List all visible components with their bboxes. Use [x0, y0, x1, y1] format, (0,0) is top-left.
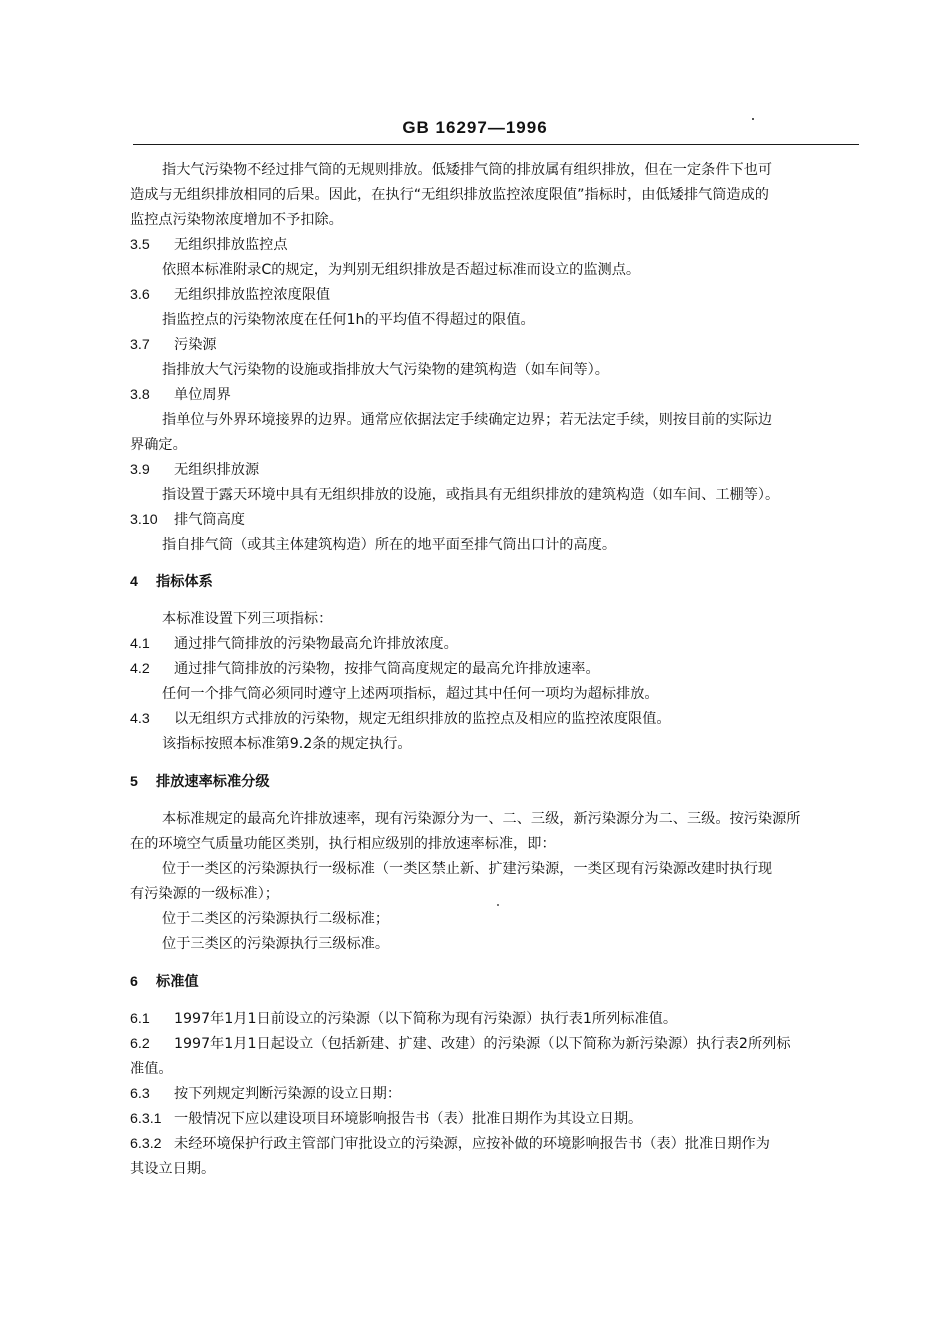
clause-6-3-2	[130, 1134, 770, 1154]
section-heading-5	[130, 772, 270, 792]
paragraph-line: 有污染源的一级标准）；	[130, 886, 279, 902]
clause-number: 3.8	[130, 387, 150, 403]
section-number: 5	[130, 774, 138, 790]
clause-title: 无组织排放监控点	[174, 237, 288, 253]
clause-text: 1997年1月1日前设立的污染源（以下简称为现有污染源）执行表1所列标准值。	[174, 1011, 678, 1027]
paragraph-line: 本标准设置下列三项指标：	[162, 611, 333, 627]
paragraph-line: 其设立日期。	[130, 1161, 216, 1177]
clause-heading-3-10	[130, 510, 245, 530]
paragraph-line: 位于三类区的污染源执行三级标准。	[162, 936, 390, 952]
section-number: 6	[130, 974, 138, 990]
clause-heading-3-5	[130, 235, 288, 255]
clause-heading-3-8	[130, 385, 231, 405]
section-title: 排放速率标准分级	[156, 774, 270, 790]
clause-number: 3.5	[130, 237, 150, 253]
clause-number: 6.3	[130, 1086, 150, 1102]
clause-text: 通过排气筒排放的污染物，按排气筒高度规定的最高允许排放速率。	[174, 661, 600, 677]
paragraph-line: 指大气污染物不经过排气筒的无规则排放。低矮排气筒的排放属有组织排放，但在一定条件下也可	[162, 162, 773, 178]
clause-6-2	[130, 1034, 791, 1054]
clause-number: 3.10	[130, 512, 158, 528]
clause-4-2	[130, 659, 600, 679]
clause-6-3-1	[130, 1109, 642, 1129]
clause-text: 以无组织方式排放的污染物，规定无组织排放的监控点及相应的监控浓度限值。	[174, 711, 671, 727]
clause-number: 6.1	[130, 1011, 150, 1027]
clause-number: 6.3.1	[130, 1111, 162, 1127]
clause-text: 未经环境保护行政主管部门审批设立的污染源，应按补做的环境影响报告书（表）批准日期作为	[174, 1136, 770, 1152]
clause-title: 污染源	[174, 337, 217, 353]
document-code-header: GB 16297—1996	[402, 118, 548, 137]
clause-text: 按下列规定判断污染源的设立日期：	[174, 1086, 402, 1102]
paragraph-line: 指设置于露天环境中具有无组织排放的设施，或指具有无组织排放的建筑构造（如车间、工棚等）。	[162, 487, 780, 503]
paragraph-line: 界确定。	[130, 437, 187, 453]
clause-title: 无组织排放源	[174, 462, 260, 478]
paragraph-line: 监控点污染物浓度增加不予扣除。	[130, 212, 343, 228]
section-heading-4	[130, 572, 213, 592]
paragraph-line: 依照本标准附录C的规定，为判别无组织排放是否超过标准而设立的监测点。	[162, 262, 641, 278]
section-number: 4	[130, 574, 138, 590]
scan-speck	[752, 118, 754, 120]
clause-number: 6.2	[130, 1036, 150, 1052]
clause-number: 4.2	[130, 661, 150, 677]
clause-6-3	[130, 1084, 401, 1104]
clause-number: 3.9	[130, 462, 150, 478]
paragraph-line: 造成与无组织排放相同的后果。因此，在执行“无组织排放监控浓度限值”指标时，由低矮排气筒造成的	[130, 187, 769, 203]
section-title: 指标体系	[156, 574, 213, 590]
clause-heading-3-9	[130, 460, 259, 480]
paragraph-line: 准值。	[130, 1061, 173, 1077]
clause-heading-3-6	[130, 285, 330, 305]
clause-6-1	[130, 1009, 677, 1029]
clause-text: 1997年1月1日起设立（包括新建、扩建、改建）的污染源（以下简称为新污染源）执行表2所列标	[174, 1036, 791, 1052]
clause-number: 4.3	[130, 711, 150, 727]
clause-number: 4.1	[130, 636, 150, 652]
paragraph-line: 指单位与外界环境接界的边界。通常应依据法定手续确定边界；若无法定手续，则按目前的实际边	[162, 412, 773, 428]
paragraph-line: 任何一个排气筒必须同时遵守上述两项指标，超过其中任何一项均为超标排放。	[162, 686, 659, 702]
clause-text: 通过排气筒排放的污染物最高允许排放浓度。	[174, 636, 458, 652]
paragraph-line: 位于二类区的污染源执行二级标准；	[162, 911, 390, 927]
paragraph-line: 指排放大气污染物的设施或指排放大气污染物的建筑构造（如车间等）。	[162, 362, 609, 378]
section-title: 标准值	[156, 974, 199, 990]
paragraph-line: 指监控点的污染物浓度在任何1h的平均值不得超过的限值。	[162, 312, 535, 328]
paragraph-line: 本标准规定的最高允许排放速率，现有污染源分为一、二、三级，新污染源分为二、三级。按污染源所	[162, 811, 801, 827]
scan-speck	[497, 904, 499, 906]
clause-4-1	[130, 634, 458, 654]
clause-number: 3.6	[130, 287, 150, 303]
clause-4-3	[130, 709, 671, 729]
clause-number: 3.7	[130, 337, 150, 353]
clause-text: 一般情况下应以建设项目环境影响报告书（表）批准日期作为其设立日期。	[174, 1111, 643, 1127]
clause-title: 排气筒高度	[174, 512, 245, 528]
paragraph-line: 位于一类区的污染源执行一级标准（一类区禁止新、扩建污染源，一类区现有污染源改建时执行现	[162, 861, 773, 877]
paragraph-line: 在的环境空气质量功能区类别，执行相应级别的排放速率标准，即：	[130, 836, 556, 852]
clause-title: 单位周界	[174, 387, 231, 403]
section-heading-6	[130, 972, 199, 992]
paragraph-line: 指自排气筒（或其主体建筑构造）所在的地平面至排气筒出口计的高度。	[162, 537, 617, 553]
header-rule	[133, 144, 859, 145]
clause-title: 无组织排放监控浓度限值	[174, 287, 331, 303]
paragraph-line: 该指标按照本标准第9.2条的规定执行。	[162, 736, 412, 752]
clause-heading-3-7	[130, 335, 217, 355]
clause-number: 6.3.2	[130, 1136, 162, 1152]
